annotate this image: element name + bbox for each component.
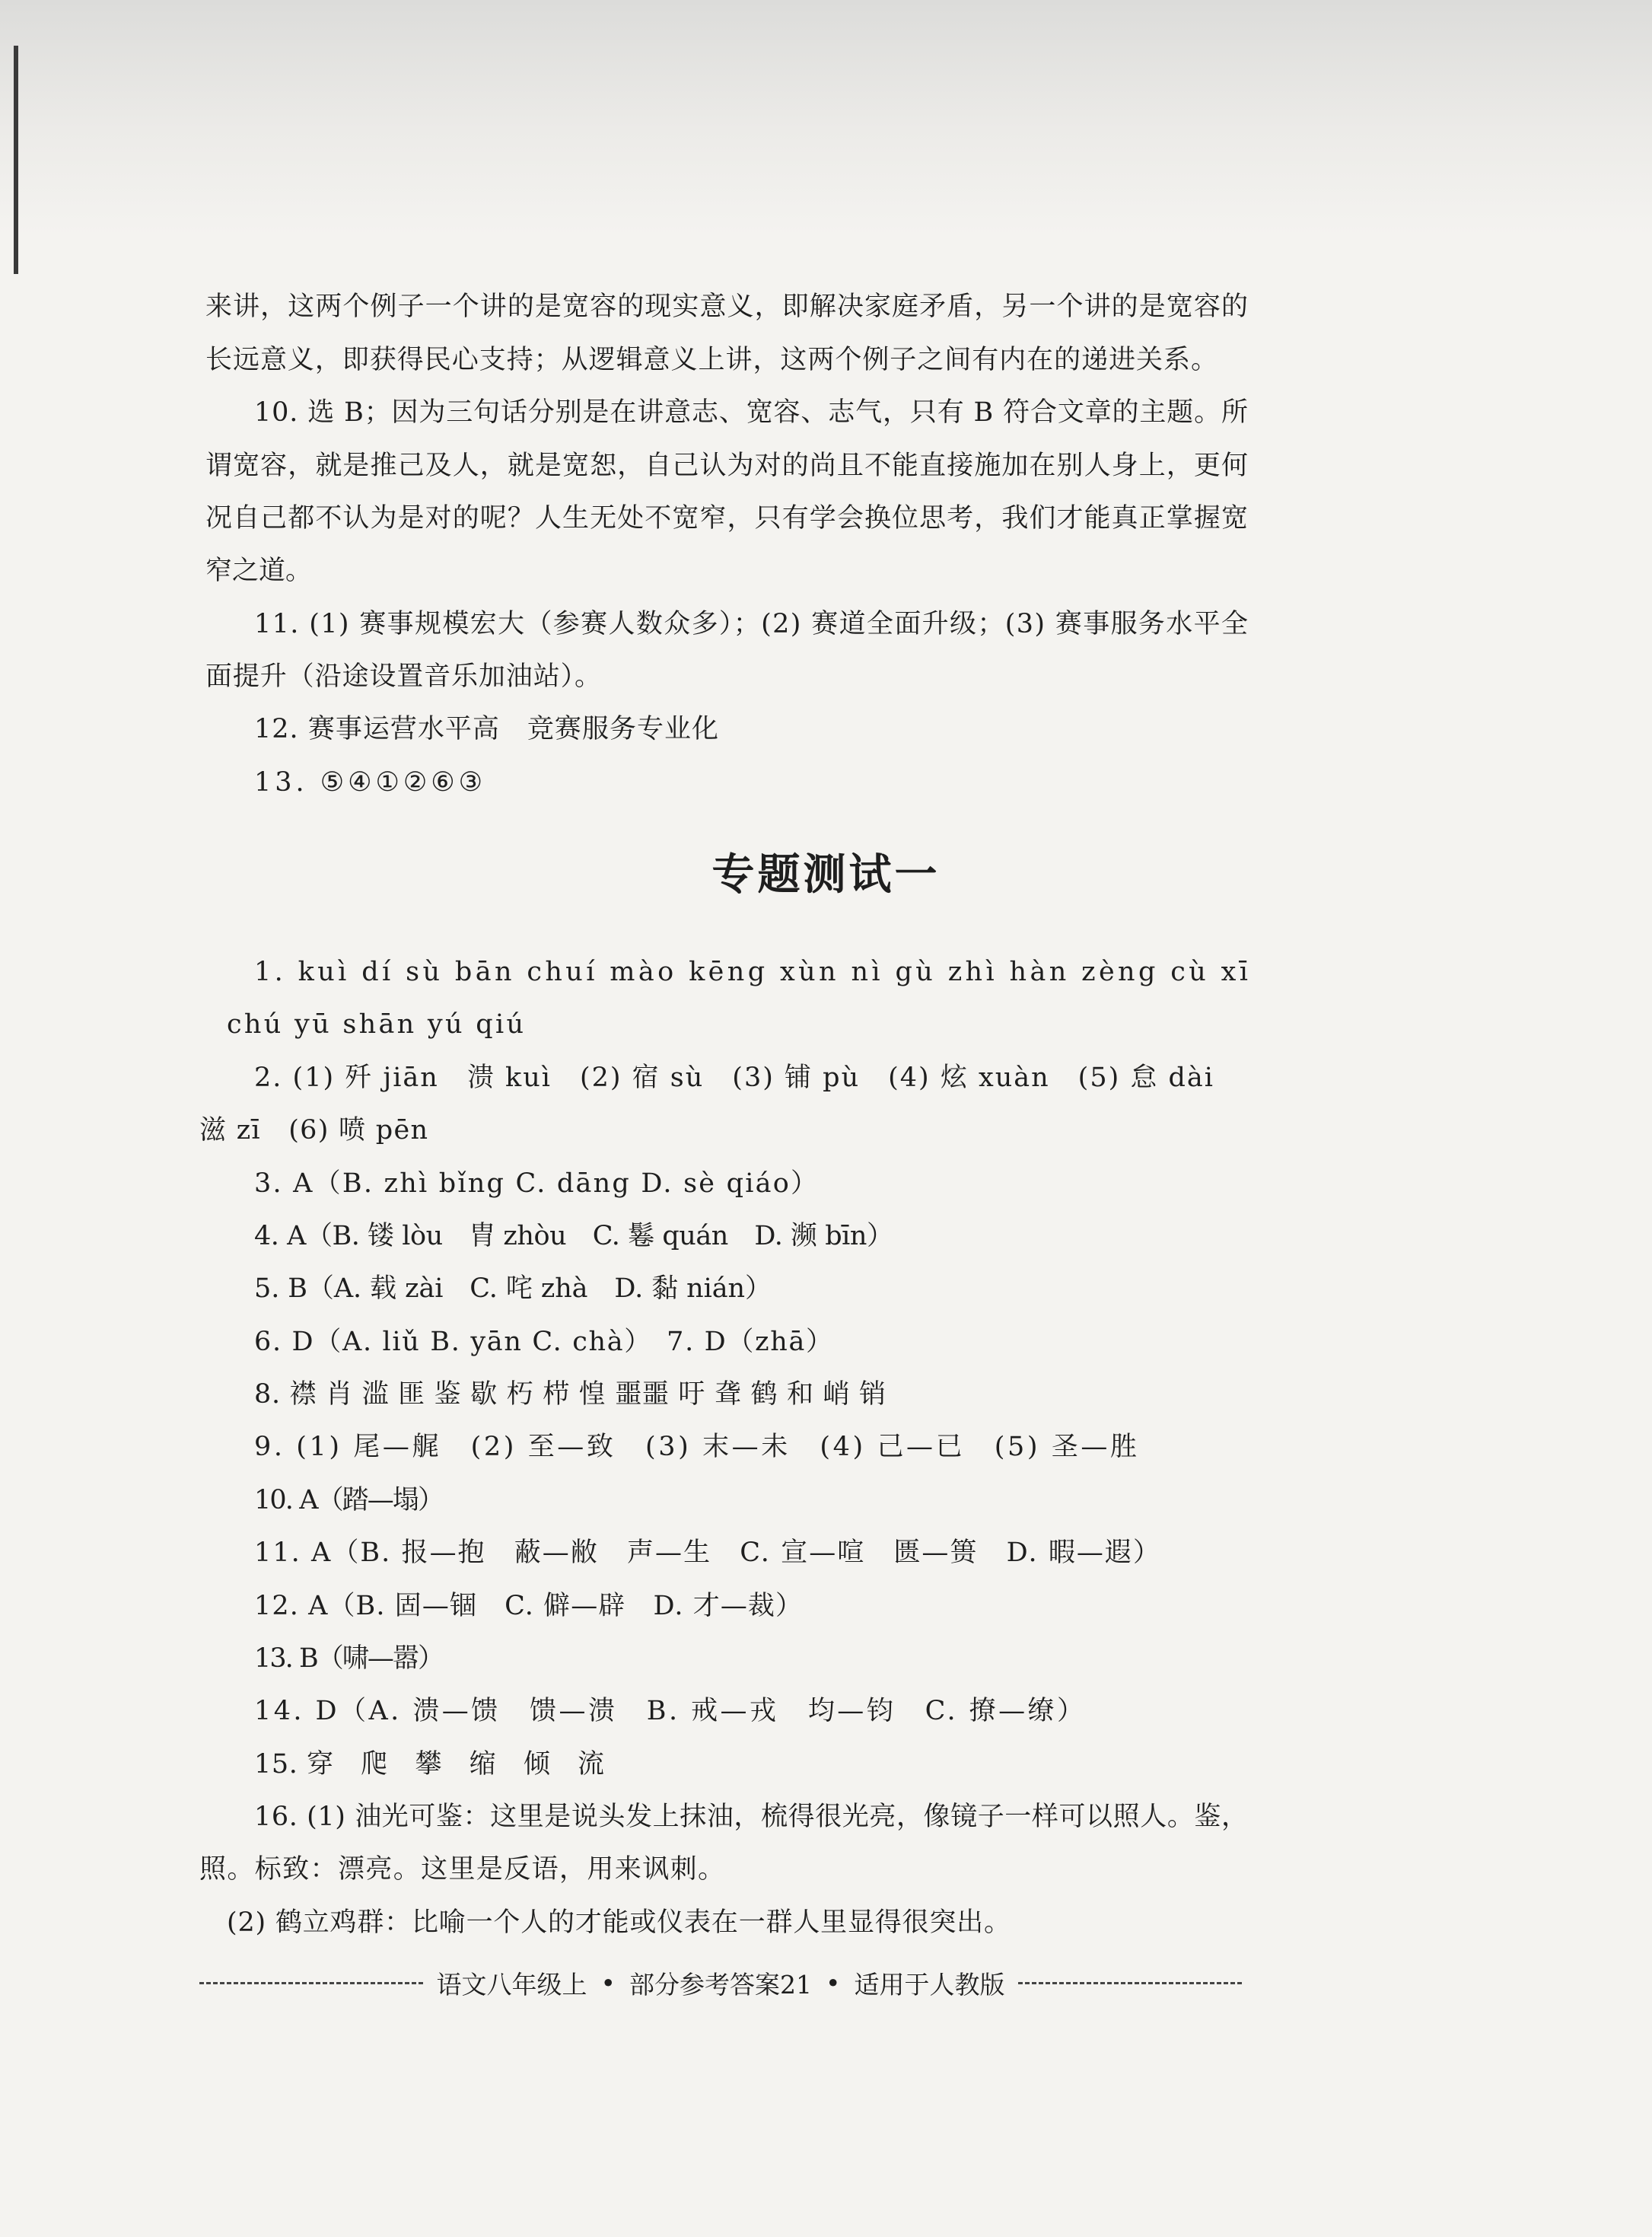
- text-line: [0, 601, 1652, 647]
- line-text: 谓宽容，就是推己及人，就是宽恕，自己认为对的尚且不能直接施加在别人身上，更何: [205, 451, 1249, 481]
- text-line: [0, 1213, 1652, 1259]
- text-line: [0, 1741, 1652, 1787]
- line-text: 8. 襟 肖 滥 匪 鉴 歇 朽 栉 惶 噩噩 吁 聋 鹤 和 峭 销: [254, 1379, 886, 1410]
- line-text: chú yū shān yú qiú: [227, 1009, 527, 1040]
- line-text: 15. 穿 爬 攀 缩 倾 流: [254, 1749, 605, 1780]
- text-line: [0, 1530, 1652, 1576]
- text-line: [0, 1583, 1652, 1629]
- text-line: [0, 760, 1652, 805]
- text-line: [0, 1266, 1652, 1311]
- footer-page-label: 部分参考答案21: [629, 1969, 812, 2000]
- line-text: 窄之道。: [205, 556, 312, 586]
- line-text: 13. B（啸—嚣）: [254, 1643, 444, 1674]
- line-text: 3. A（B. zhì bǐng C. dāng D. sè qiáo）: [254, 1168, 820, 1199]
- text-line: [0, 1055, 1652, 1101]
- text-line: [0, 1636, 1652, 1681]
- line-text: 10. A（踏—塌）: [254, 1485, 444, 1515]
- footer-edition: 适用于人教版: [854, 1969, 1005, 2000]
- text-line: [0, 1900, 1652, 1945]
- text-line: [0, 1477, 1652, 1523]
- line-text: 4. A（B. 镂 lòu 胄 zhòu C. 鬈 quán D. 濒 bīn）: [254, 1221, 893, 1251]
- text-line: [0, 1424, 1652, 1470]
- line-text: 面提升（沿途设置音乐加油站）。: [205, 661, 602, 692]
- line-text: 5. B（A. 载 zài C. 咤 zhà D. 黏 nián）: [254, 1273, 772, 1304]
- line-text: 13. ⑤④①②⑥③: [254, 767, 486, 798]
- text-line: [0, 1372, 1652, 1417]
- text-line: [0, 949, 1652, 995]
- footer-rule-left: [199, 1982, 423, 1984]
- line-text: 况自己都不认为是对的呢？人生无处不宽窄，只有学会换位思考，我们才能真正掌握宽: [205, 503, 1249, 534]
- text-line: [0, 443, 1652, 489]
- footer-subject: 语文八年级上: [436, 1969, 587, 2000]
- line-text: 11. (1) 赛事规模宏大（参赛人数众多）；(2) 赛道全面升级；(3) 赛事服务水平全: [254, 609, 1249, 639]
- binding-mark: [14, 46, 18, 274]
- line-text: 长远意义，即获得民心支持；从逻辑意义上讲，这两个例子之间有内在的递进关系。: [205, 345, 1218, 375]
- line-text: 6. D（A. liǔ B. yān C. chà） 7. D（zhā）: [254, 1327, 834, 1357]
- line-text: 12. 赛事运营水平高 竞赛服务专业化: [254, 714, 720, 744]
- text-line: [0, 1161, 1652, 1206]
- text-line: [0, 284, 1652, 330]
- line-text: 11. A（B. 报—抱 蔽—敝 声—生 C. 宣—喧 匮—篑 D. 暇—遐）: [254, 1538, 1162, 1568]
- text-line: [0, 1107, 1652, 1153]
- text-line: [0, 1002, 1652, 1047]
- line-text: 1. kuì dí sù bān chuí mào kēng xùn nì gù zhì hàn zèng cù xī: [254, 957, 1252, 987]
- line-text: 来讲，这两个例子一个讲的是宽容的现实意义，即解决家庭矛盾，另一个讲的是宽容的: [205, 292, 1249, 322]
- page-footer: [199, 1960, 1242, 2006]
- line-text: 10. 选 B；因为三句话分别是在讲意志、宽容、志气，只有 B 符合文章的主题。所: [254, 397, 1249, 428]
- line-text: 16. (1) 油光可鉴：这里是说头发上抹油，梳得很光亮，像镜子一样可以照人。鉴，: [254, 1802, 1249, 1832]
- line-text: (2) 鹤立鸡群：比喻一个人的才能或仪表在一群人里显得很突出。: [227, 1907, 1011, 1938]
- line-text: 12. A（B. 固—锢 C. 僻—辟 D. 才—裁）: [254, 1591, 804, 1621]
- line-text: 9. (1) 尾—艉 (2) 至—致 (3) 末—未 (4) 己—已 (5) 圣—胜: [254, 1432, 1140, 1462]
- text-line: [0, 1319, 1652, 1365]
- text-line: [0, 654, 1652, 699]
- text-line: [0, 496, 1652, 541]
- text-line: [0, 1847, 1652, 1892]
- line-text: 14. D（A. 溃—馈 馈—溃 B. 戒—戎 均—钧 C. 撩—缭）: [254, 1696, 1087, 1726]
- footer-dot: •: [826, 1968, 841, 1998]
- text-line: [0, 390, 1652, 435]
- text-line: [0, 1688, 1652, 1734]
- text-line: [0, 706, 1652, 752]
- line-text: 照。标致：漂亮。这里是反语，用来讽刺。: [199, 1854, 726, 1885]
- section-title: 专题测试一: [711, 850, 941, 900]
- footer-rule-right: [1018, 1982, 1242, 1984]
- line-text: 滋 zī (6) 喷 pēn: [199, 1115, 429, 1146]
- text-line: [0, 1794, 1652, 1840]
- text-line: [0, 548, 1652, 594]
- text-line: [0, 337, 1652, 383]
- footer-dot: •: [600, 1968, 616, 1998]
- line-text: 2. (1) 歼 jiān 溃 kuì (2) 宿 sù (3) 铺 pù (4) 炫 xuàn (5) 怠 dài: [254, 1063, 1214, 1093]
- scan-shadow: [0, 0, 1652, 236]
